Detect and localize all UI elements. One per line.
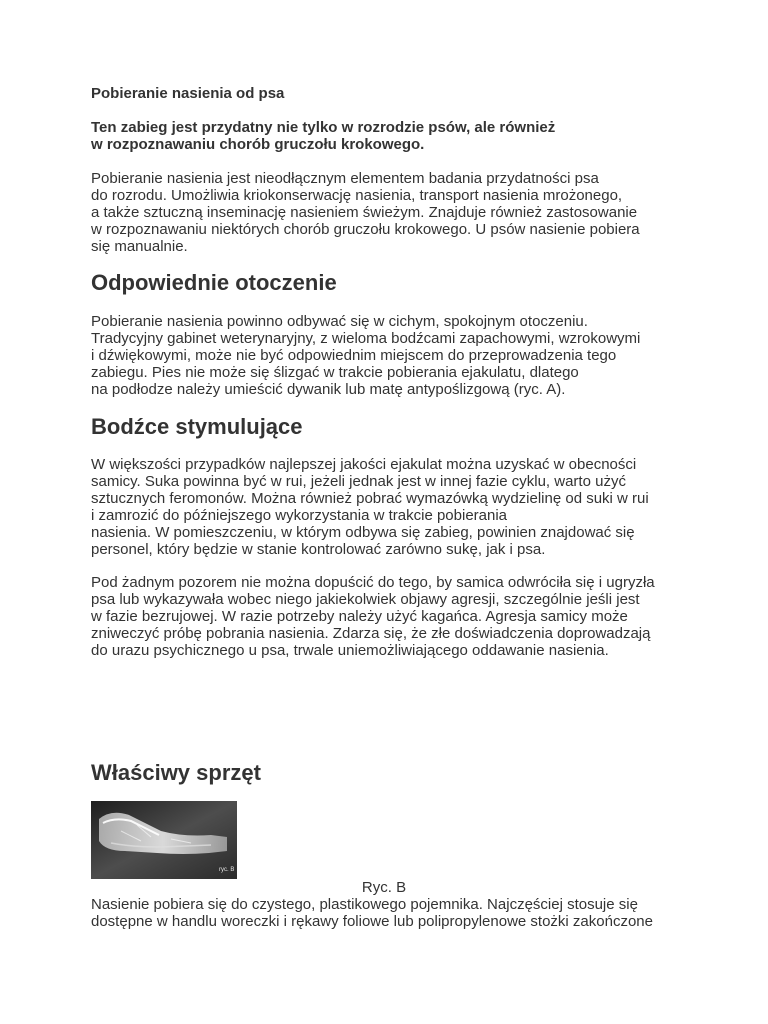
sprzet-paragraph: Nasienie pobiera się do czystego, plastikowego pojemnika. Najczęściej stosuje się dostępne w handlu woreczki i rękawy foliowe lub polipropylenowe stożki zakończone <box>91 896 653 930</box>
section-heading-otoczenie: Odpowiednie otoczenie <box>91 270 337 295</box>
figure-caption: Ryc. B <box>361 879 407 896</box>
section-heading-bodzce: Bodźce stymulujące <box>91 414 303 439</box>
bodzce-paragraph-2: Pod żadnym pozorem nie można dopuścić do tego, by samica odwróciła się i ugryzła psa lub wykazywała wobec niego jakiekolwiek objawy agresji, szczególnie jeśli jest w fazie bezrujowej. W razie potrzeby należy użyć kagańca. Agresja samicy może zniweczyć próbę pobrania nasienia. Zdarza się, że złe doświadczenia doprowadzają do urazu psychicznego u psa, trwale uniemożliwiającego oddawanie nasienia. <box>91 574 655 659</box>
bodzce-paragraph-1: W większości przypadków najlepszej jakości ejakulat można uzyskać w obecności samicy. Suka powinna być w rui, jeżeli jednak jest w innej fazie cyklu, warto użyć sztucznych feromonów. Można również pobrać wymazówką wydzielinę od suki w rui i zamrozić do późniejszego wykorzystania w trakcie pobierania nasienia. W pomieszczeniu, w którym odbywa się zabieg, powinien znajdować się personel, który będzie w stanie kontrolować zarówno sukę, jak i psa. <box>91 456 649 558</box>
intro-paragraph: Pobieranie nasienia jest nieodłącznym elementem badania przydatności psa do rozrodu. Umożliwia kriokonserwację nasienia, transport nasienia mrożonego, a także sztuczną inseminację nasieniem świeżym. Znajduje również zastosowanie w rozpoznawaniu niektórych chorób gruczołu krokowego. U psów nasienie pobiera się manualnie. <box>91 170 640 255</box>
plastic-sleeve-photo <box>91 801 237 879</box>
figure-corner-label: ryc. B <box>219 867 235 873</box>
section-heading-sprzet: Właściwy sprzęt <box>91 760 261 785</box>
lead-paragraph: Ten zabieg jest przydatny nie tylko w rozrodzie psów, ale również w rozpoznawaniu chorób gruczołu krokowego. <box>91 119 556 153</box>
figure-b-image <box>91 801 237 879</box>
otoczenie-paragraph: Pobieranie nasienia powinno odbywać się w cichym, spokojnym otoczeniu. Tradycyjny gabinet weterynaryjny, z wieloma bodźcami zapachowymi, wzrokowymi i dźwiękowymi, może nie być odpowiednim miejscem do przeprowadzenia tego zabiegu. Pies nie może się ślizgać w trakcie pobierania ejakulatu, dlatego na podłodze należy umieścić dywanik lub matę antypoślizgową (ryc. A). <box>91 313 641 398</box>
document-title: Pobieranie nasienia od psa <box>91 85 285 102</box>
